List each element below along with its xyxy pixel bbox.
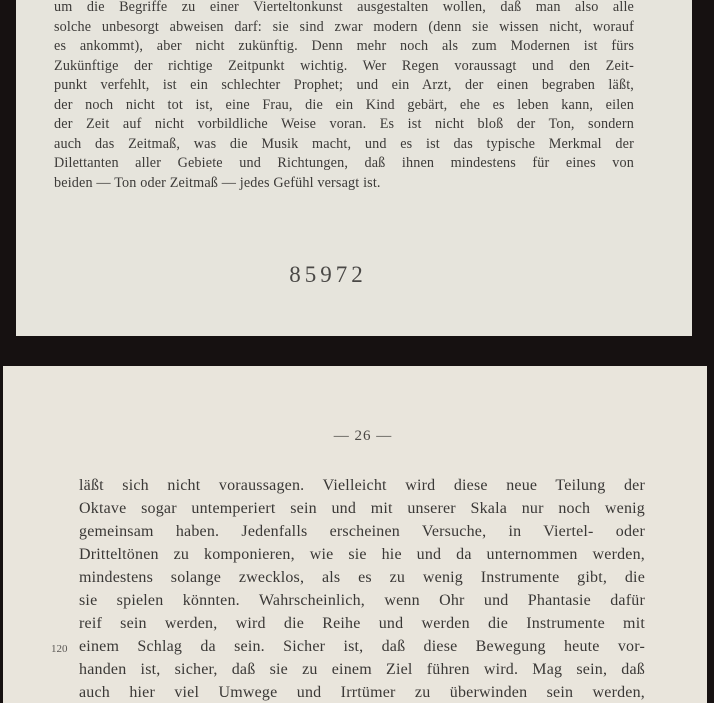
text-line: Zukünftige der richtige Zeitpunkt wichtig. Wer Regen voraussagt und den Zeit-: [54, 57, 634, 74]
text-line: punkt verfehlt, ist ein schlechter Prophet; und ein Arzt, der einen begraben läßt,: [54, 77, 634, 93]
text-line: der noch nicht tot ist, eine Frau, die ein Kind gebärt, ehe es leben kann, eilen: [54, 96, 634, 113]
text-line: Dritteltönen zu komponieren, wie sie hie und da unternommen werden,: [79, 546, 645, 563]
text-line: läßt sich nicht voraussagen. Vielleicht wird diese neue Teilung der: [79, 477, 645, 494]
margin-line-number: 120: [51, 643, 68, 655]
top-page-text: [54, 0, 634, 193]
text-line: solche unbesorgt abweisen darf: sie sind zwar modern (denn sie wissen nicht, worauf: [54, 18, 634, 35]
text-line: Dilettanten aller Gebiete und Richtungen, daß ihnen mindestens für eines von: [54, 155, 634, 171]
text-line: gemeinsam haben. Jedenfalls erscheinen Versuche, in Viertel- oder: [79, 523, 645, 540]
bottom-page-text: [79, 474, 645, 703]
page-number-header: — 26 —: [333, 428, 393, 444]
text-line: Oktave sogar untemperiert sein und mit unserer Skala nur noch wenig: [79, 500, 645, 517]
text-line: um die Begriffe zu einer Vierteltonkunst ausgestalten wollen, daß man also alle: [54, 0, 634, 15]
text-line: sie spielen könnten. Wahrscheinlich, wenn Ohr und Phantasie dafür: [79, 592, 645, 609]
text-line: der Zeit auf nicht vorbildliche Weise voran. Es ist nicht bloß der Ton, sondern: [54, 116, 634, 132]
text-line: mindestens solange zwecklos, als es zu wenig Instrumente gibt, die: [79, 569, 645, 586]
text-line: es ankommt), aber nicht zukünftig. Denn mehr noch als zum Modernen ist fürs: [54, 38, 634, 54]
text-line: auch das Zeitmaß, was die Musik macht, und es ist das typische Merkmal der: [54, 135, 634, 152]
text-line: einem Schlag da sein. Sicher ist, daß diese Bewegung heute vor-: [79, 638, 645, 655]
text-line: auch hier viel Umwege und Irrtümer zu überwinden sein werden,: [79, 684, 645, 701]
text-line: reif sein werden, wird die Reihe und werden die Instrumente mit: [79, 615, 645, 632]
page-top: [16, 0, 692, 336]
text-line: beiden — Ton oder Zeitmaß — jedes Gefühl versagt ist.: [54, 174, 381, 191]
plate-number: 85972: [289, 262, 367, 287]
text-line: handen ist, sicher, daß sie zu einem Ziel führen wird. Mag sein, daß: [79, 661, 645, 678]
page-bottom: [3, 366, 707, 703]
